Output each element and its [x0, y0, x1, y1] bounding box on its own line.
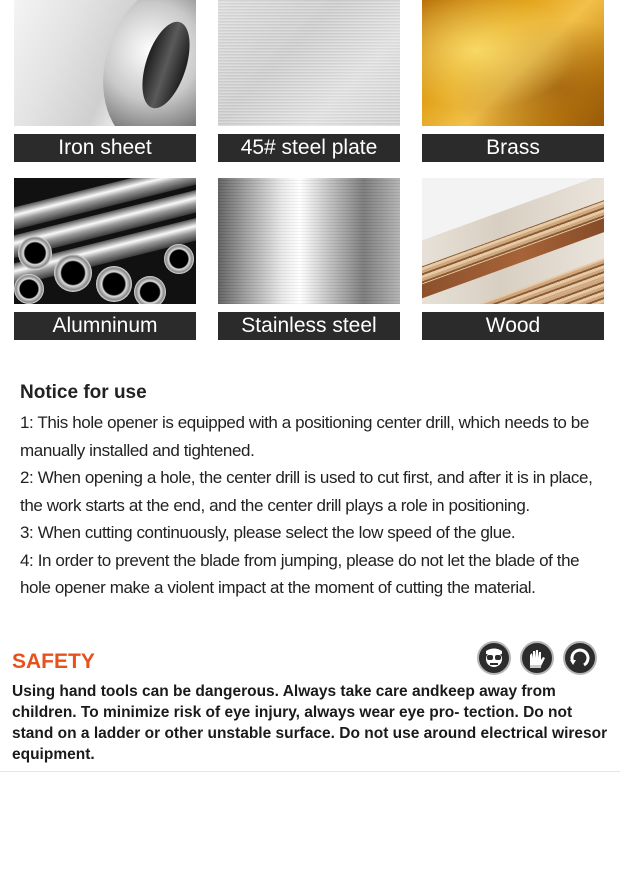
material-label: Stainless steel: [218, 312, 400, 340]
steel-plate-image: [218, 0, 400, 126]
stainless-steel-image: [218, 178, 400, 304]
material-label: Wood: [422, 312, 604, 340]
notice-item-1: 1: This hole opener is equipped with a positioning center drill, which needs to be manually installed and tightened.: [20, 413, 589, 460]
material-label: Iron sheet: [14, 134, 196, 162]
safety-goggles-icon: [477, 641, 511, 675]
notice-item-3: 3: When cutting continuously, please select the low speed of the glue.: [20, 523, 516, 542]
material-tile-45-steel-plate: [218, 0, 400, 162]
notice-item-2: 2: When opening a hole, the center drill is used to cut first, and after it is in place, the work starts at the end, and the center drill plays a role in positioning.: [20, 468, 593, 515]
material-tile-aluminum: [14, 178, 196, 340]
notice-section: [20, 382, 610, 602]
protective-gloves-icon: [520, 641, 554, 675]
safety-title: SAFETY: [12, 650, 95, 673]
recycle-arrow-icon: [563, 641, 597, 675]
safety-icons: [477, 641, 597, 675]
brass-image: [422, 0, 604, 126]
notice-title: Notice for use: [20, 382, 147, 403]
material-label: Alumninum: [14, 312, 196, 340]
material-label: 45# steel plate: [218, 134, 400, 162]
notice-item-4: 4: In order to prevent the blade from jumping, please do not let the blade of the hole opener make a violent impact at the moment of cutting the material.: [20, 550, 580, 597]
aluminum-tubes-image: [14, 178, 196, 304]
plywood-image: [422, 178, 604, 304]
material-tile-iron-sheet: [14, 0, 196, 162]
divider: [0, 771, 620, 772]
material-tile-brass: [422, 0, 604, 162]
material-tile-stainless-steel: [218, 178, 400, 340]
safety-text: Using hand tools can be dangerous. Always take care andkeep away from children. To minimize risk of eye injury, always wear eye pro- tection. Do not stand on a ladder or other unstable surface. Do not use around electrical wiresor equipment.: [12, 683, 608, 763]
iron-sheet-image: [14, 0, 196, 126]
material-tile-wood: [422, 178, 604, 340]
material-label: Brass: [422, 134, 604, 162]
